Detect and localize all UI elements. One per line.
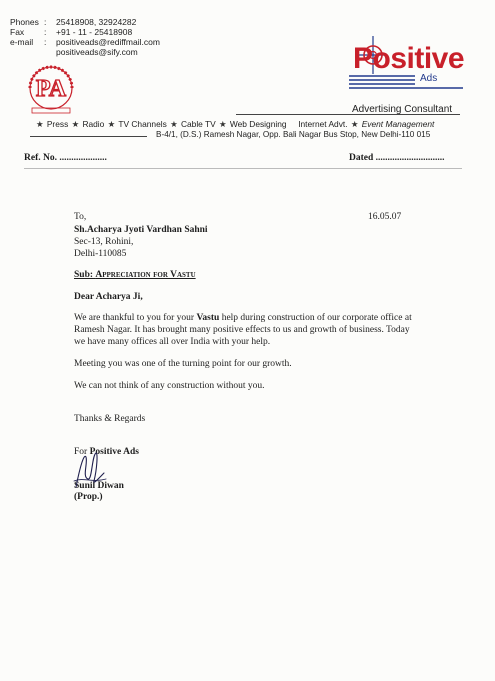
svg-text:PA: PA (35, 76, 67, 102)
closing: Thanks & Regards (74, 414, 146, 424)
recipient-address-line: Sec-13, Rohini, (74, 237, 134, 247)
dated: Dated ............................. (349, 153, 445, 163)
star-icon: ★ (107, 119, 116, 129)
subject-line (74, 270, 196, 282)
tagline: Advertising Consultant (352, 104, 453, 115)
salutation: Dear Acharya Ji, (74, 292, 143, 302)
brand-sub: Ads (420, 73, 438, 84)
recipient-address-line: Delhi-110085 (74, 249, 127, 259)
service-item: Cable TV (180, 119, 216, 129)
contact-phones: Phones : 25418908, 32924282 (10, 17, 137, 27)
service-item: Press (46, 119, 69, 129)
contact-email-2: positiveads@sify.com (56, 47, 138, 57)
star-icon: ★ (350, 119, 359, 129)
signature-icon (70, 447, 110, 493)
subject-label: Sub: (74, 270, 94, 280)
recipient-name: Sh.Acharya Jyoti Vardhan Sahni (74, 225, 208, 235)
star-icon: ★ (170, 119, 178, 129)
service-item: Internet Advt. (298, 119, 348, 129)
star-icon: ★ (71, 119, 80, 129)
paragraph-line: Ramesh Nagar. It has brought many positive effects to us and growth of business. Today (74, 325, 410, 335)
to-label: To, (74, 212, 87, 222)
subject-text: Appreciation for Vastu (95, 270, 196, 280)
paragraph-line: We are thankful to you for your Vastu help during construction of our corporate office at (74, 313, 412, 323)
company-address: B-4/1, (D.S.) Ramesh Nagar, Opp. Bali Nagar Bus Stop, New Delhi-110 015 (156, 130, 431, 139)
signatory-name: Sunil Diwan (74, 481, 124, 491)
contact-email: e-mail : positiveads@rediffmail.com (10, 37, 160, 47)
paragraph: We can not think of any construction without you. (74, 381, 265, 391)
header-separator (24, 168, 462, 169)
service-item: Event Management (361, 119, 435, 129)
paragraph-line: we have many offices all over India with your help. (74, 337, 271, 347)
contact-fax: Fax : +91 - 11 - 25418908 (10, 27, 133, 37)
address-rule (30, 136, 147, 137)
star-icon: ★ (36, 119, 44, 129)
signatory-role: (Prop.) (74, 492, 103, 502)
service-item: Web Designing (229, 119, 287, 129)
service-item: TV Channels (118, 119, 167, 129)
for-line: For Positive Ads (74, 447, 139, 457)
company-name: Positive Ads (89, 447, 139, 457)
service-item: Radio (82, 119, 105, 129)
paragraph: Meeting you was one of the turning point for our growth. (74, 359, 292, 369)
contact-block (10, 17, 160, 57)
letter-date: 16.05.07 (368, 212, 402, 222)
services-list (35, 119, 434, 129)
star-icon: ★ (219, 119, 227, 129)
ref-no: Ref. No. .................... (24, 153, 107, 163)
brand-name: Positive (353, 42, 465, 75)
pa-logo-icon (26, 64, 76, 116)
